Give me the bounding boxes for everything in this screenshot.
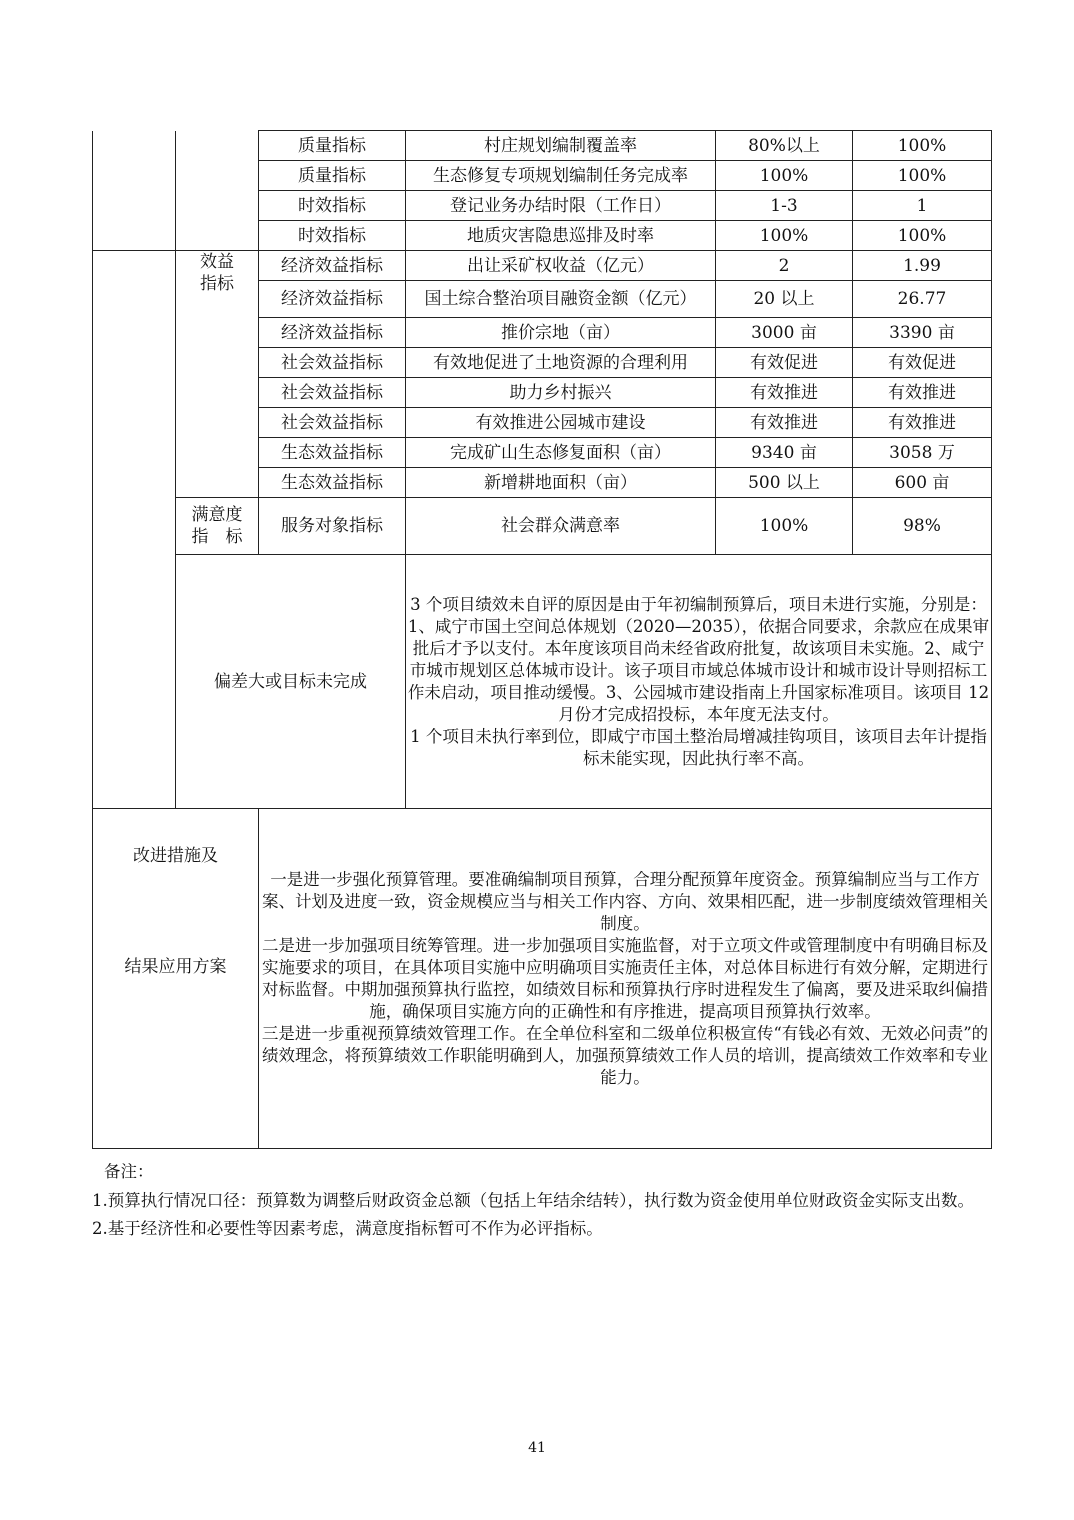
- target-cell: 1-3: [716, 191, 853, 221]
- tertiary-cell: 社会效益指标: [259, 378, 406, 408]
- actual-cell: 600 亩: [853, 468, 992, 498]
- notes-title: 备注：: [104, 1162, 154, 1181]
- actual-cell: 有效推进: [853, 378, 992, 408]
- benefit-label-line1: 效益: [200, 252, 234, 272]
- indicator-cell: 地质灾害隐患巡排及时率: [406, 221, 716, 251]
- improvement-paragraph: 二是进一步加强项目统筹管理。进一步加强项目实施监督，对于立项文件或管理制度中有明确目标及实施要求的项目，在具体项目实施中应明确项目实施责任主体，对总体目标进行有效分解，定期进行对标监督。中期加强预算执行监控，如绩效目标和预算执行序时进程发生了偏离，要及进采取纠偏措施，确保项目实施方向的正确性和有序推进，提高项目预算执行效率。: [262, 935, 988, 1021]
- actual-cell: 1.99: [853, 251, 992, 281]
- level2-cell: [176, 131, 259, 251]
- improvement-paragraph: 三是进一步重视预算绩效管理工作。在全单位科室和二级单位积极宣传“有钱必有效、无效必问责”的绩效理念，将预算绩效工作职能明确到人，加强预算绩效工作人员的培训，提高绩效工作效率和专业能力。: [261, 1023, 989, 1087]
- target-cell: 20 以上: [716, 281, 853, 318]
- deviation-paragraph: 1 个项目未执行率到位，即咸宁市国土整治局增减挂钩项目，该项目去年计提指标未能实现，因此执行率不高。: [410, 726, 987, 768]
- indicator-cell: 完成矿山生态修复面积（亩）: [406, 438, 716, 468]
- note-item: 1.预算执行情况口径：预算数为调整后财政资金总额（包括上年结余结转），执行数为资金使用单位财政资金实际支出数。: [92, 1190, 974, 1210]
- actual-cell: 3058 万: [853, 438, 992, 468]
- notes-section: [92, 1158, 991, 1244]
- indicator-cell: 国土综合整治项目融资金额（亿元）: [406, 281, 716, 318]
- target-cell: 2: [716, 251, 853, 281]
- actual-cell: 98%: [853, 498, 992, 555]
- deviation-paragraph: 1、咸宁市国土空间总体规划（2020—2035），依据合同要求，余款应在成果审批后才予以支付。本年度该项目尚未经省政府批复，故该项目未实施。2、咸宁市城市规划区总体城市设计。该子项目市域总体城市设计和城市设计导则招标工作未启动，项目推动缓慢。3、公园城市建设指南上升国家标准项目。该项目 12 月份才完成招投标，本年度无法支付。: [407, 616, 990, 724]
- indicator-cell: 推价宗地（亩）: [406, 318, 716, 348]
- indicator-cell: 社会群众满意率: [406, 498, 716, 555]
- deviation-paragraph: 3 个项目绩效未自评的原因是由于年初编制预算后，项目未进行实施，分别是：: [410, 594, 987, 614]
- actual-cell: 3390 亩: [853, 318, 992, 348]
- table-row: [93, 251, 992, 281]
- target-cell: 80%以上: [716, 131, 853, 161]
- actual-cell: 100%: [853, 131, 992, 161]
- target-cell: 500 以上: [716, 468, 853, 498]
- indicator-cell: 有效地促进了土地资源的合理利用: [406, 348, 716, 378]
- actual-cell: 有效促进: [853, 348, 992, 378]
- indicator-cell: 村庄规划编制覆盖率: [406, 131, 716, 161]
- satisfaction-label-cell: [176, 498, 259, 555]
- tertiary-cell: 质量指标: [259, 161, 406, 191]
- target-cell: 100%: [716, 221, 853, 251]
- target-cell: 9340 亩: [716, 438, 853, 468]
- improvement-label-line2: 结果应用方案: [124, 957, 227, 977]
- benefit-label-line2: 指标: [200, 274, 234, 294]
- actual-cell: 1: [853, 191, 992, 221]
- page-number: 41: [528, 1440, 546, 1456]
- indicator-cell: 登记业务办结时限（工作日）: [406, 191, 716, 221]
- note-item: 2.基于经济性和必要性等因素考虑，满意度指标暂可不作为必评指标。: [92, 1219, 603, 1238]
- indicator-cell: 新增耕地面积（亩）: [406, 468, 716, 498]
- tertiary-cell: 时效指标: [259, 191, 406, 221]
- benefit-label-cell: [176, 251, 259, 498]
- deviation-label: 偏差大或目标未完成: [176, 555, 406, 809]
- deviation-row: [93, 555, 992, 809]
- target-cell: 有效推进: [716, 378, 853, 408]
- improvement-row: [93, 809, 992, 1149]
- tertiary-cell: 生态效益指标: [259, 468, 406, 498]
- tertiary-cell: 质量指标: [259, 131, 406, 161]
- level1-cell: [93, 251, 176, 809]
- tertiary-cell: 时效指标: [259, 221, 406, 251]
- level1-cell: [93, 131, 176, 251]
- tertiary-cell: 经济效益指标: [259, 251, 406, 281]
- tertiary-cell: 经济效益指标: [259, 318, 406, 348]
- improvement-paragraph: 一是进一步强化预算管理。要准确编制项目预算，合理分配预算年度资金。预算编制应当与工作方案、计划及进度一致，资金规模应当与相关工作内容、方向、效果相匹配，进一步制度绩效管理相关制度。: [262, 869, 988, 933]
- deviation-content: [406, 555, 992, 809]
- satisfaction-label-line1: 满意度: [191, 505, 243, 525]
- table-row: [93, 498, 992, 555]
- satisfaction-label-line2: 指 标: [191, 527, 243, 547]
- indicator-cell: 助力乡村振兴: [406, 378, 716, 408]
- actual-cell: 26.77: [853, 281, 992, 318]
- indicator-cell: 生态修复专项规划编制任务完成率: [406, 161, 716, 191]
- target-cell: 3000 亩: [716, 318, 853, 348]
- table-row: [93, 131, 992, 161]
- tertiary-cell: 服务对象指标: [259, 498, 406, 555]
- target-cell: 有效促进: [716, 348, 853, 378]
- actual-cell: 有效推进: [853, 408, 992, 438]
- indicator-cell: 出让采矿权收益（亿元）: [406, 251, 716, 281]
- tertiary-cell: 生态效益指标: [259, 438, 406, 468]
- improvement-label-cell: [93, 809, 259, 1149]
- improvement-content: [259, 809, 992, 1149]
- actual-cell: 100%: [853, 161, 992, 191]
- target-cell: 有效推进: [716, 408, 853, 438]
- tertiary-cell: 社会效益指标: [259, 348, 406, 378]
- target-cell: 100%: [716, 161, 853, 191]
- tertiary-cell: 经济效益指标: [259, 281, 406, 318]
- indicator-cell: 有效推进公园城市建设: [406, 408, 716, 438]
- actual-cell: 100%: [853, 221, 992, 251]
- tertiary-cell: 社会效益指标: [259, 408, 406, 438]
- performance-table: [92, 130, 992, 1149]
- improvement-label-line1: 改进措施及: [133, 846, 218, 866]
- target-cell: 100%: [716, 498, 853, 555]
